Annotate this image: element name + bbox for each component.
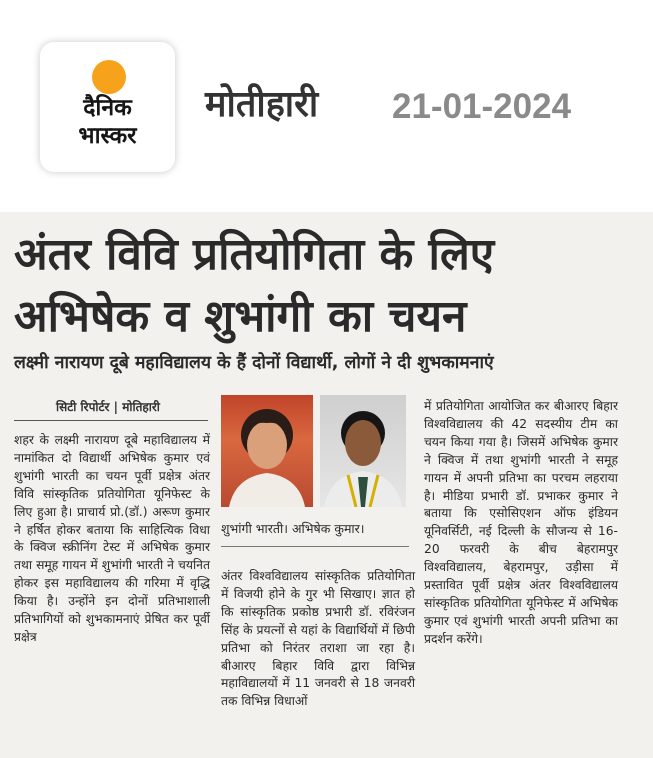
person-portrait-icon (320, 395, 406, 507)
byline: सिटी रिपोर्टर | मोतिहारी (56, 400, 160, 414)
photo-shubhangi (221, 395, 313, 507)
edition-city: मोतीहारी (205, 84, 319, 125)
edition-date: 21-01-2024 (392, 87, 572, 126)
photo-caption: शुभांगी भारती। अभिषेक कुमार। (221, 521, 365, 536)
article-column-2 (221, 568, 415, 711)
byline-divider (14, 420, 208, 421)
article-column-1 (14, 432, 210, 647)
subheadline: लक्ष्मी नारायण दूबे महाविद्यालय के हैं दोनों विद्यार्थी, लोगों ने दी शुभकामनाएं (14, 353, 494, 373)
column-2-text: अंतर विश्वविद्यालय सांस्कृतिक प्रतियोगिता में विजयी होने के गुर भी सिखाए। ज्ञात हो कि सांस्कृतिक प्रकोष्ठ प्रभारी डॉ. रविरंजन सिंह के प्रयत्नों से यहां के विद्यार्थियों में छिपी प्रतिभा को निरंतर तराशा जा रहा है। बीआरए बिहार विवि द्वारा विभिन्न महाविद्यालयों में 11 जनवरी से 18 जनवरी तक विभिन्न विधाओं (221, 569, 415, 709)
photo-abhishek (320, 395, 406, 507)
article-column-3 (424, 398, 618, 649)
column-1-text: शहर के लक्ष्मी नारायण दूबे महाविद्यालय में नामांकित दो विद्यार्थी अभिषेक कुमार एवं शुभांगी भारती का चयन पूर्वी प्रक्षेत्र अंतर विवि सांस्कृतिक प्रतियोगिता यूनिफेस्ट के लिए हुआ है। प्राचार्य प्रो.(डॉ.) अरूण कुमार ने हर्षित होकर बताया कि साहित्यिक विधा के क्विज स्क्रीनिंग टेस्ट में अभिषेक कुमार तथा समूह गायन में शुभांगी भारती ने चयनित होकर इस महाविद्यालय की गरिमा में वृद्धि किया है। उन्होंने इन दोनों प्रतिभाशाली प्रतिभागियों को शुभकामनाएं प्रेषित कर पूर्वी प्रक्षेत्र (14, 433, 210, 644)
dainik-bhaskar-logo (40, 42, 175, 172)
column-3-text: में प्रतियोगिता आयोजित कर बीआरए बिहार विश्वविद्यालय की 42 सदस्यीय टीम का चयन किया गया है। जिसमें अभिषेक कुमार ने क्विज में तथा शुभांगी भारती ने समूह गायन में अपनी प्रतिभा का परचम लहराया है। मीडिया प्रभारी डॉ. प्रभाकर कुमार ने बताया कि एसोसिएशन ऑफ इंडियन यूनिवर्सिटी, नई दिल्ली के सौजन्य से 16-20 फरवरी के बीच बेहरामपुर विश्वविद्यालय, बेहरामपुर, उड़ीसा में प्रस्तावित पूर्वी प्रक्षेत्र अंतर विश्वविद्यालय सांस्कृतिक प्रतियोगिता यूनिफेस्ट में अभिषेक कुमार एवं शुभांगी भारती अपनी प्रतिभा का प्रदर्शन करेंगे। (424, 399, 618, 646)
sun-icon (92, 60, 126, 94)
headline-line1: अंतर विवि प्रतियोगिता के लिए (14, 229, 495, 280)
headline-line2: अभिषेक व शुभांगी का चयन (14, 291, 467, 342)
person-portrait-icon (221, 395, 313, 507)
logo-text-line2: भास्कर (78, 123, 137, 149)
logo-text-line1: दैनिक (83, 95, 132, 121)
caption-divider (221, 546, 409, 547)
